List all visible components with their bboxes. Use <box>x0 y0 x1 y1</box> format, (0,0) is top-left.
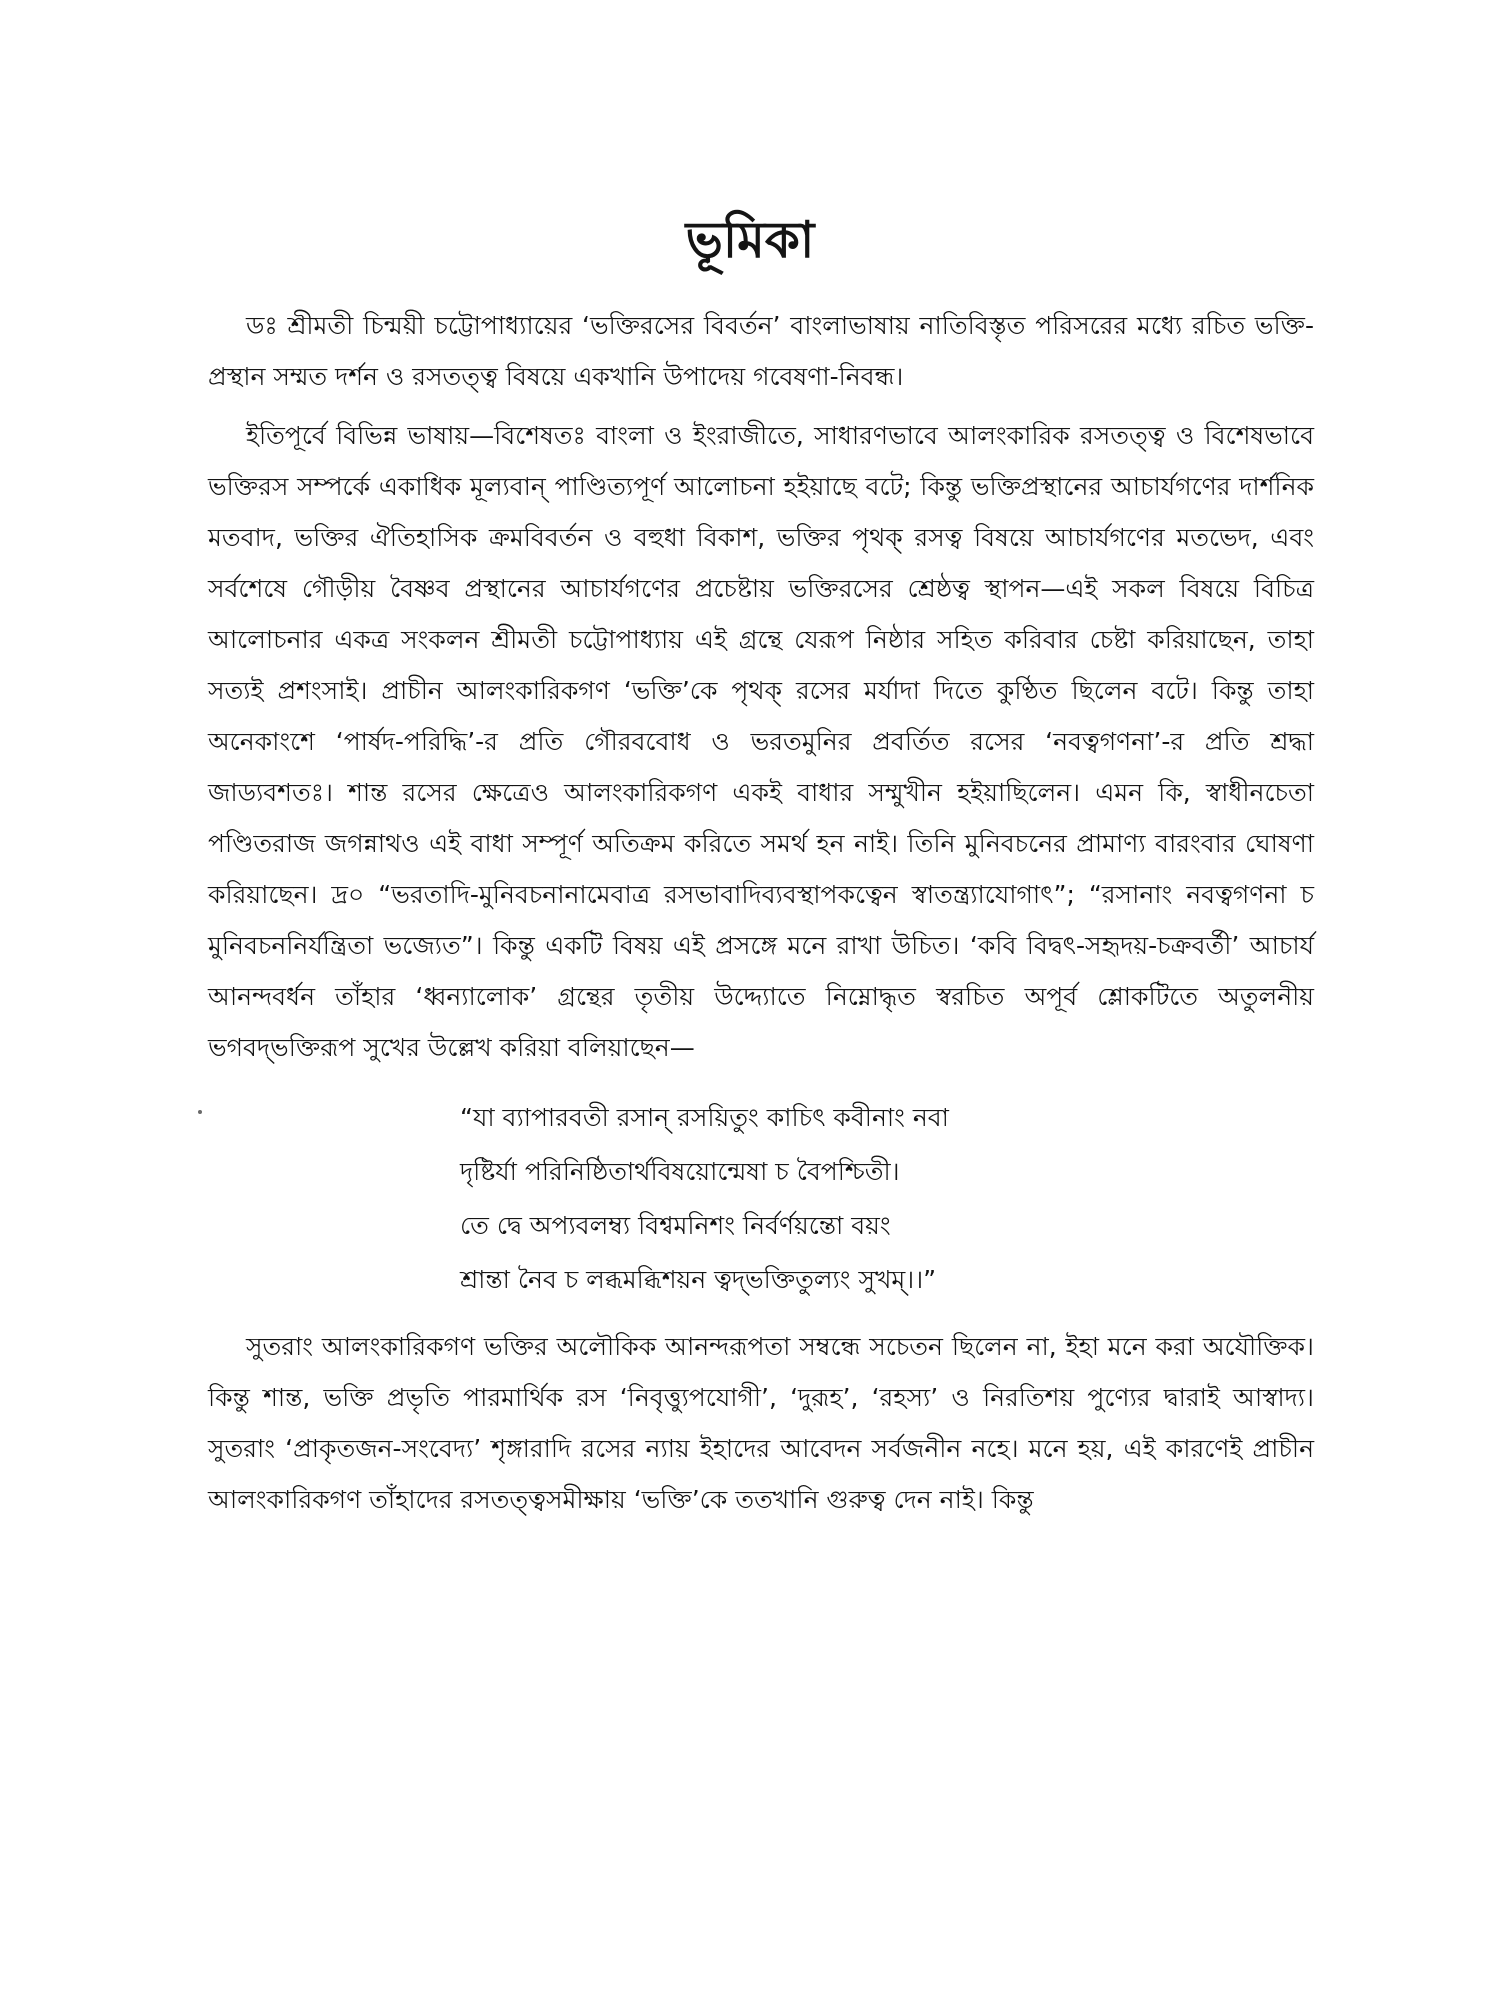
verse-line: দৃষ্টির্যা পরিনিষ্ঠিতার্থবিষয়োন্মেষা চ বৈপশ্চিতী। <box>460 1157 900 1186</box>
body-text <box>208 300 1314 1533</box>
scan-speck <box>198 1110 202 1114</box>
page-title: ভূমিকা <box>685 211 815 269</box>
paragraph: ইতিপূর্বে বিভিন্ন ভাষায়—বিশেষতঃ বাংলা ও ইংরাজীতে, সাধারণভাবে আলংকারিক রসতত্ত্ব ও বিশেষভাবে ভক্তিরস সম্পর্কে একাধিক মূল্যবান্ পাণ্ডিত্যপূর্ণ আলোচনা হইয়াছে বটে; কিন্তু ভক্তিপ্রস্থানের আচার্যগণের দার্শনিক মতবাদ, ভক্তির ঐতিহাসিক ক্রমবিবর্তন ও বহুধা বিকাশ, ভক্তির পৃথক্ রসত্ব বিষয়ে আচার্যগণের মতভেদ, এবং সর্বশেষে গৌড়ীয় বৈষ্ণব প্রস্থানের আচার্যগণের প্রচেষ্টায় ভক্তিরসের শ্রেষ্ঠত্ব স্থাপন—এই সকল বিষয়ে বিচিত্র আলোচনার একত্র সংকলন শ্রীমতী চট্টোপাধ্যায় এই গ্রন্থে যেরূপ নিষ্ঠার সহিত করিবার চেষ্টা করিয়াছেন, তাহা সত্যই প্রশংসাই। প্রাচীন আলংকারিকগণ ‘ভক্তি’কে পৃথক্ রসের মর্যাদা দিতে কুণ্ঠিত ছিলেন বটে। কিন্তু তাহা অনেকাংশে ‘পার্ষদ-পরিদ্ধি’-র প্রতি গৌরববোধ ও ভরতমুনির প্রবর্তিত রসের ‘নবত্বগণনা’-র প্রতি শ্রদ্ধা জাড্যবশতঃ। শান্ত রসের ক্ষেত্রেও আলংকারিকগণ একই বাধার সম্মুখীন হইয়াছিলেন। এমন কি, স্বাধীনচেতা পণ্ডিতরাজ জগন্নাথও এই বাধা সম্পূর্ণ অতিক্রম করিতে সমর্থ হন নাই। তিনি মুনিবচনের প্রামাণ্য বারংবার ঘোষণা করিয়াছেন। দ্র০ “ভরতাদি-মুনিবচনানামেবাত্র রসভাবাদিব্যবস্থাপকত্বেন স্বাতন্ত্র্যাযোগাৎ”; “রসানাং নবত্বগণনা চ মুনিবচননির্যন্ত্রিতা ভজ্যেত”। কিন্তু একটি বিষয় এই প্রসঙ্গে মনে রাখা উচিত। ‘কবি বিদ্বৎ-সহৃদয়-চক্রবর্তী’ আচার্য আনন্দবর্ধন তাঁহার ‘ধ্বন্যালোক’ গ্রন্থের তৃতীয় উদ্দ্যোতে নিম্নোদ্ধৃত স্বরচিত অপূর্ব শ্লোকটিতে অতুলনীয় ভগবদ্‌ভক্তিরূপ সুখের উল্লেখ করিয়া বলিয়াছেন— <box>208 421 1314 1062</box>
verse-line: তে দ্বে অপ্যবলম্ব্য বিশ্বমনিশং নির্বর্ণয়ন্তো বয়ং <box>460 1211 891 1240</box>
verse-line: “যা ব্যাপারবতী রসান্ রসয়িতুং কাচিৎ কবীনাং নবা <box>460 1103 949 1132</box>
verse-line: শ্রান্তা নৈব চ লব্ধমব্ধিশয়ন ত্বদ্‌ভক্তিতুল্যং সুখম্।।” <box>460 1265 937 1294</box>
paragraph: ডঃ শ্রীমতী চিন্ময়ী চট্টোপাধ্যায়ের ‘ভক্তিরসের বিবর্তন’ বাংলাভাষায় নাতিবিস্তৃত পরিসরের মধ্যে রচিত ভক্তি-প্রস্থান সম্মত দর্শন ও রসতত্ত্ব বিষয়ে একখানি উপাদেয় গবেষণা-নিবন্ধ। <box>208 311 1314 391</box>
verse-quote <box>460 1091 1314 1307</box>
paragraph: সুতরাং আলংকারিকগণ ভক্তির অলৌকিক আনন্দরূপতা সম্বন্ধে সচেতন ছিলেন না, ইহা মনে করা অযৌক্তিক। কিন্তু শান্ত, ভক্তি প্রভৃতি পারমার্থিক রস ‘নিবৃত্ত্যুপযোগী’, ‘দুরূহ’, ‘রহস্য’ ও নিরতিশয় পুণ্যের দ্বারাই আস্বাদ্য। সুতরাং ‘প্রাকৃতজন-সংবেদ্য’ শৃঙ্গারাদি রসের ন্যায় ইহাদের আবেদন সর্বজনীন নহে। মনে হয়, এই কারণেই প্রাচীন আলংকারিকগণ তাঁহাদের রসতত্ত্বসমীক্ষায় ‘ভক্তি’কে ততখানি গুরুত্ব দেন নাই। কিন্তু <box>208 1332 1314 1514</box>
